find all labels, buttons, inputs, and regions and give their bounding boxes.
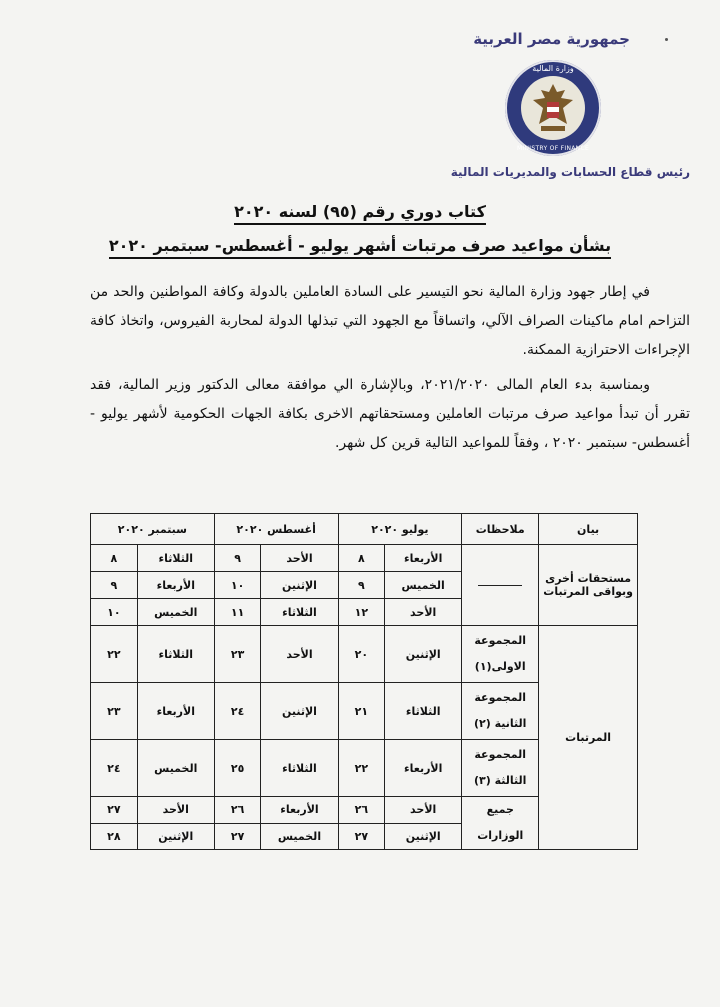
group-note: المجموعة الاولى(١)	[462, 626, 539, 683]
eagle-icon	[527, 80, 579, 136]
salary-schedule-table	[90, 513, 638, 850]
notes-dash	[462, 545, 539, 626]
cell-day: الأربعاء	[261, 797, 338, 824]
paragraph-2: وبمناسبة بدء العام المالى ٢٠٢١/٢٠٢٠، وبالإشارة الي موافقة معالى الدكتور وزير المالية، فقد تقرر أن تبدأ مواعيد صرف مرتبات العاملين ومستحقاتهم الاخرى بكافة الجهات الحكومية لأشهر يوليو - أغسطس- سبتمبر ٢٠٢٠ ، وفقاً للمواعيد التالية قرين كل شهر.	[90, 377, 690, 451]
seal-emblem	[521, 76, 585, 140]
document-subject	[0, 236, 720, 255]
header-label: بيان	[539, 514, 638, 545]
cell-day: الأربعاء	[137, 683, 214, 740]
cell-day: الأربعاء	[137, 572, 214, 599]
cell-num: ٢٣	[91, 683, 138, 740]
cell-num: ٩	[338, 572, 385, 599]
other-dues-label: مستحقات أخرى وبواقى المرتبات	[539, 545, 638, 626]
cell-num: ١٢	[338, 599, 385, 626]
cell-num: ٢٦	[214, 797, 261, 824]
cell-day: الثلاثاء	[137, 626, 214, 683]
cell-day: الأربعاء	[385, 740, 462, 797]
cell-day: الثلاثاء	[261, 740, 338, 797]
title-line-1: كتاب دوري رقم (٩٥) لسنه ٢٠٢٠	[234, 202, 486, 225]
cell-num: ٩	[91, 572, 138, 599]
decorative-dot	[665, 38, 668, 41]
country-name: جمهورية مصر العربية	[473, 30, 630, 48]
table-header-row	[91, 514, 638, 545]
cell-day: الإثنين	[261, 683, 338, 740]
salaries-label: المرتبات	[539, 626, 638, 850]
document-title	[0, 202, 720, 221]
ministries-note: جميع الوزارات	[462, 797, 539, 850]
cell-num: ٨	[91, 545, 138, 572]
cell-num: ٢٣	[214, 626, 261, 683]
cell-day: الثلاثاء	[261, 599, 338, 626]
cell-day: الإثنين	[137, 823, 214, 850]
cell-num: ١٠	[91, 599, 138, 626]
header-july: يوليو ٢٠٢٠	[338, 514, 462, 545]
cell-day: الثلاثاء	[137, 545, 214, 572]
cell-num: ٢٧	[338, 823, 385, 850]
cell-num: ٢٤	[214, 683, 261, 740]
cell-day: الأحد	[261, 545, 338, 572]
cell-day: الإثنين	[385, 823, 462, 850]
seal-top-text: وزارة المالية	[532, 64, 574, 73]
paragraph-1: في إطار جهود وزارة المالية نحو التيسير على السادة العاملين بالدولة وكافة المواطنين والحد من التزاحم امام ماكينات الصراف الآلي، واتساقاً مع الجهود التي تبذلها الدولة لمحاربة الفيروس، واتخاذ كافة الإجراءات الاحترازية الممكنة.	[90, 284, 690, 358]
cell-day: الخميس	[137, 599, 214, 626]
cell-num: ٢٨	[91, 823, 138, 850]
cell-day: الإثنين	[385, 626, 462, 683]
cell-day: الخميس	[261, 823, 338, 850]
cell-day: الإثنين	[261, 572, 338, 599]
cell-day: الأربعاء	[385, 545, 462, 572]
cell-num: ٨	[338, 545, 385, 572]
cell-day: الأحد	[137, 797, 214, 824]
seal-bottom-text: MINISTRY OF FINANCE	[516, 145, 590, 152]
header-september: سبتمبر ٢٠٢٠	[91, 514, 215, 545]
cell-num: ٢١	[338, 683, 385, 740]
cell-num: ٢٠	[338, 626, 385, 683]
title-line-2: بشأن مواعيد صرف مرتبات أشهر يوليو - أغسطس- سبتمبر ٢٠٢٠	[109, 236, 611, 259]
table-row	[91, 545, 638, 572]
cell-day: الثلاثاء	[385, 683, 462, 740]
table-row	[91, 626, 638, 683]
cell-day: الأحد	[385, 599, 462, 626]
cell-num: ٩	[214, 545, 261, 572]
cell-num: ٢٧	[214, 823, 261, 850]
header-notes: ملاحظات	[462, 514, 539, 545]
ministry-seal	[505, 60, 601, 156]
cell-num: ٢٦	[338, 797, 385, 824]
cell-num: ٢٧	[91, 797, 138, 824]
cell-num: ٢٢	[91, 626, 138, 683]
cell-day: الخميس	[385, 572, 462, 599]
group-note: المجموعة الثالثة (٣)	[462, 740, 539, 797]
cell-day: الأحد	[261, 626, 338, 683]
cell-num: ٢٥	[214, 740, 261, 797]
group-note: المجموعة الثانية (٢)	[462, 683, 539, 740]
cell-num: ١١	[214, 599, 261, 626]
cell-num: ١٠	[214, 572, 261, 599]
sector-name: رئيس قطاع الحسابات والمديريات المالية	[450, 165, 690, 179]
cell-day: الأحد	[385, 797, 462, 824]
cell-day: الخميس	[137, 740, 214, 797]
cell-num: ٢٤	[91, 740, 138, 797]
body-text	[90, 278, 690, 464]
header-august: أغسطس ٢٠٢٠	[214, 514, 338, 545]
cell-num: ٢٢	[338, 740, 385, 797]
